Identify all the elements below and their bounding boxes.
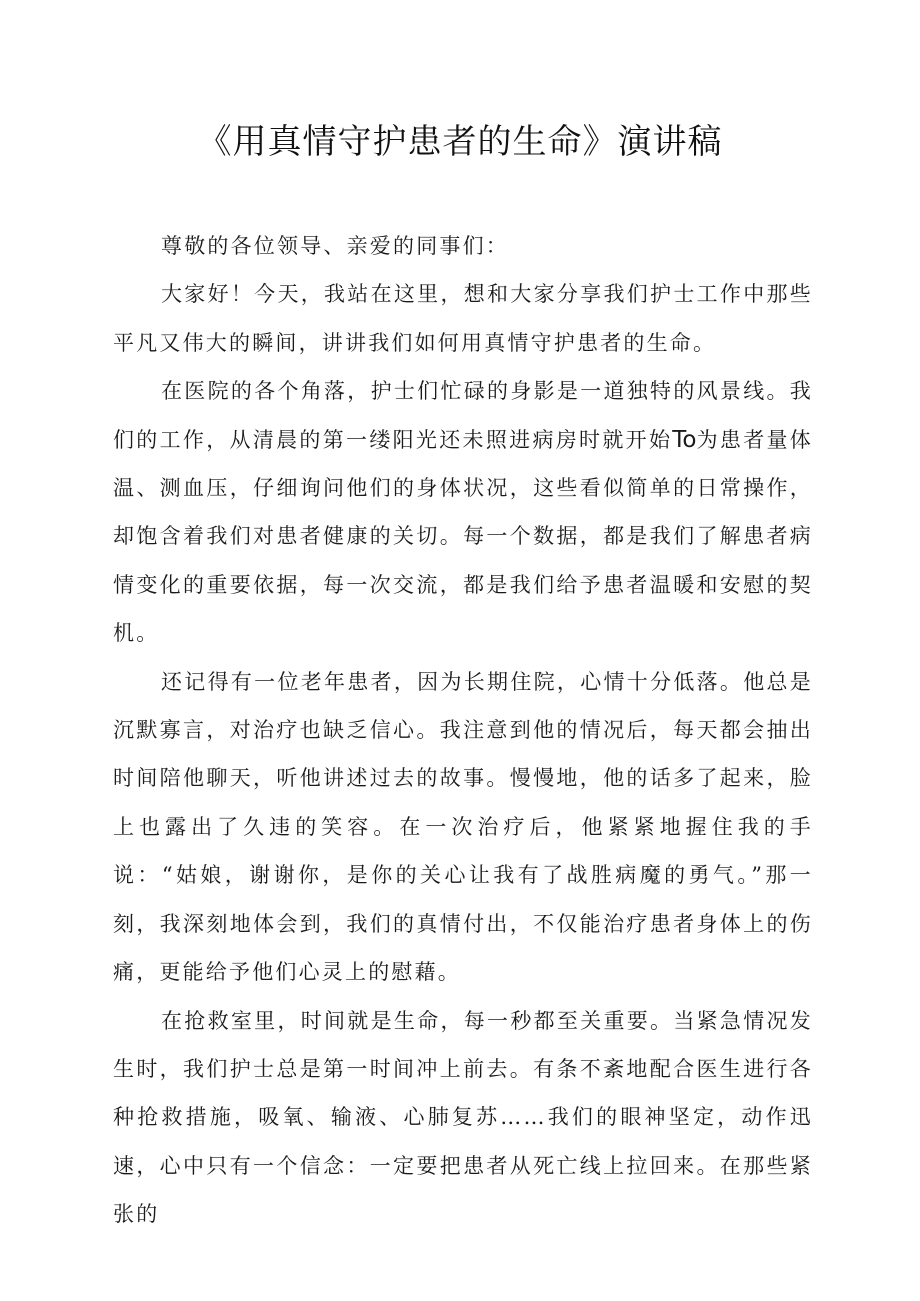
page-title: 《用真情守护患者的生命》演讲稿: [197, 122, 723, 162]
paragraph-daily-work-part-2: 为患者量体温、测血压，仔细询问他们的身体状况，这些看似简单的日常操作，却饱含着我们对患者健康的关切。每一个数据，都是我们了解患者病情变化的重要依据，每一次交流，都是我们给予患者温暖和安慰的契机。: [113, 427, 813, 646]
paragraph-daily-work: [113, 367, 813, 657]
speech-body: [113, 222, 813, 1239]
paragraph-greeting: 大家好！今天，我站在这里，想和大家分享我们护士工作中那些平凡又伟大的瞬间，讲讲我们如何用真情守护患者的生命。: [113, 282, 813, 355]
paragraph-daily-work-part-1: 在医院的各个角落，护士们忙碌的身影是一道独特的风景线。我们的工作，从清晨的第一缕阳光还未照进病房时就开始: [113, 379, 813, 452]
paragraph-elderly-patient: 还记得有一位老年患者，因为长期住院，心情十分低落。他总是沉默寡言，对治疗也缺乏信心。我注意到他的情况后，每天都会抽出时间陪他聊天，听他讲述过去的故事。慢慢地，他的话多了起来，脸上也露出了久违的笑容。在一次治疗后，他紧紧地握住我的手说：“姑娘，谢谢你，是你的关心让我有了战胜病魔的勇气。”那一刻，我深刻地体会到，我们的真情付出，不仅能治疗患者身体上的伤痛，更能给予他们心灵上的慰藉。: [113, 669, 813, 985]
salutation: 尊敬的各位领导、亲爱的同事们：: [161, 234, 509, 258]
stray-latin-text: To: [672, 426, 697, 453]
paragraph-emergency-room: 在抢救室里，时间就是生命，每一秒都至关重要。当紧急情况发生时，我们护士总是第一时间冲上前去。有条不紊地配合医生进行各种抢救措施，吸氧、输液、心肺复苏……我们的眼神坚定，动作迅速，心中只有一个信念：一定要把患者从死亡线上拉回来。在那些紧张的: [113, 1008, 813, 1227]
